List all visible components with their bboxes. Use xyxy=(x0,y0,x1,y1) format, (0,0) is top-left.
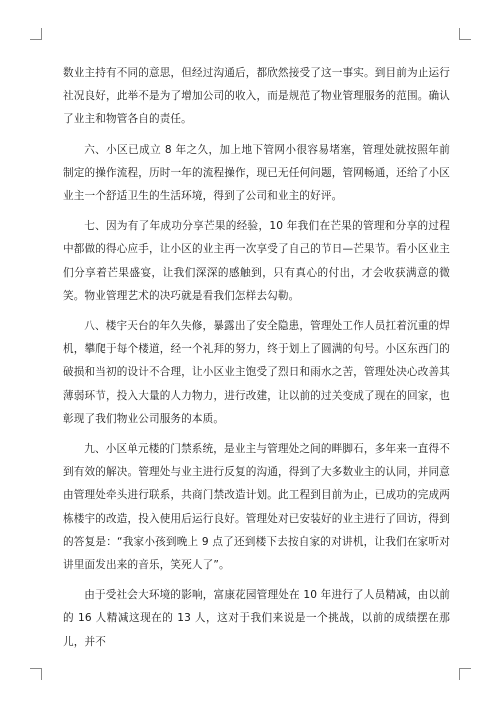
paragraph-staffing: 由于受社会大环境的影响，富康花园管理处在 10 年进行了人员精减，由以前的 16 人精减这现在的 13 人，这对于我们来说是一个挑战，以前的成绩摆在那儿，并不 xyxy=(63,589,450,648)
crop-mark-bottom-right xyxy=(459,668,471,680)
paragraph-item-six: 六、小区已成立 8 年之久，加上地下管网小很容易堵塞，管理处就按照年前制定的操作流程，历时一年的流程操作，现已无任何问题，管网畅通，还给了小区业主一个舒适卫生的生活环境，得到了公司和业主的好评。 xyxy=(63,143,450,203)
paragraph-item-seven: 七、因为有了年成功分享芒果的经验，10 年我们在芒果的管理和分享的过程中都做的得心应手，让小区的业主再一次享受了自己的节日—芒果节。看小区业主们分享着芒果盛宴，让我们深深的感触到，只有真心的付出，才会收获满意的微笑。物业管理艺术的决巧就是看我们怎样去勾勒。 xyxy=(63,220,450,302)
crop-mark-bottom-left xyxy=(30,668,42,680)
paragraph-item-nine: 九、小区单元楼的门禁系统，是业主与管理处之间的畔脚石，多年来一直得不到有效的解决。管理处与业主进行反复的沟通，得到了大多数业主的认同，并同意由管理处牵头进行联系，共商门禁改造计划。此工程到目前为止，已成功的完成两栋楼宇的改造，投入使用后运行良好。管理处对已安装好的业主进行了回访，得到的答复是：“我家小孩到晚上 9 点了还到楼下去按自家的对讲机，让我们在家听对讲里面发出来的音乐，笑死人了”。 xyxy=(63,443,450,572)
crop-mark-top-right xyxy=(459,28,471,40)
document-body xyxy=(63,62,450,661)
crop-mark-top-left xyxy=(30,28,42,40)
paragraph-item-eight: 八、楼宇天台的年久失修，暴露出了安全隐患，管理处工作人员扛着沉重的焊机，攀爬于每个楼道，经一个礼拜的努力，终于划上了圆满的句号。小区东西门的破损和当初的设计不合理，让小区业主饱受了烈日和雨水之苦，管理处决心改善其薄弱环节，投入大量的人力物力，进行改建，让以前的过关变成了现在的回家，也彰现了我们物业公司服务的本质。 xyxy=(63,320,450,425)
paragraph-continuation: 数业主持有不同的意思，但经过沟通后，都欣然接受了这一事实。到目前为止运行社况良好，此举不是为了增加公司的收入，而是规范了物业管理服务的范围。确认了业主和物管各自的责任。 xyxy=(63,67,450,126)
